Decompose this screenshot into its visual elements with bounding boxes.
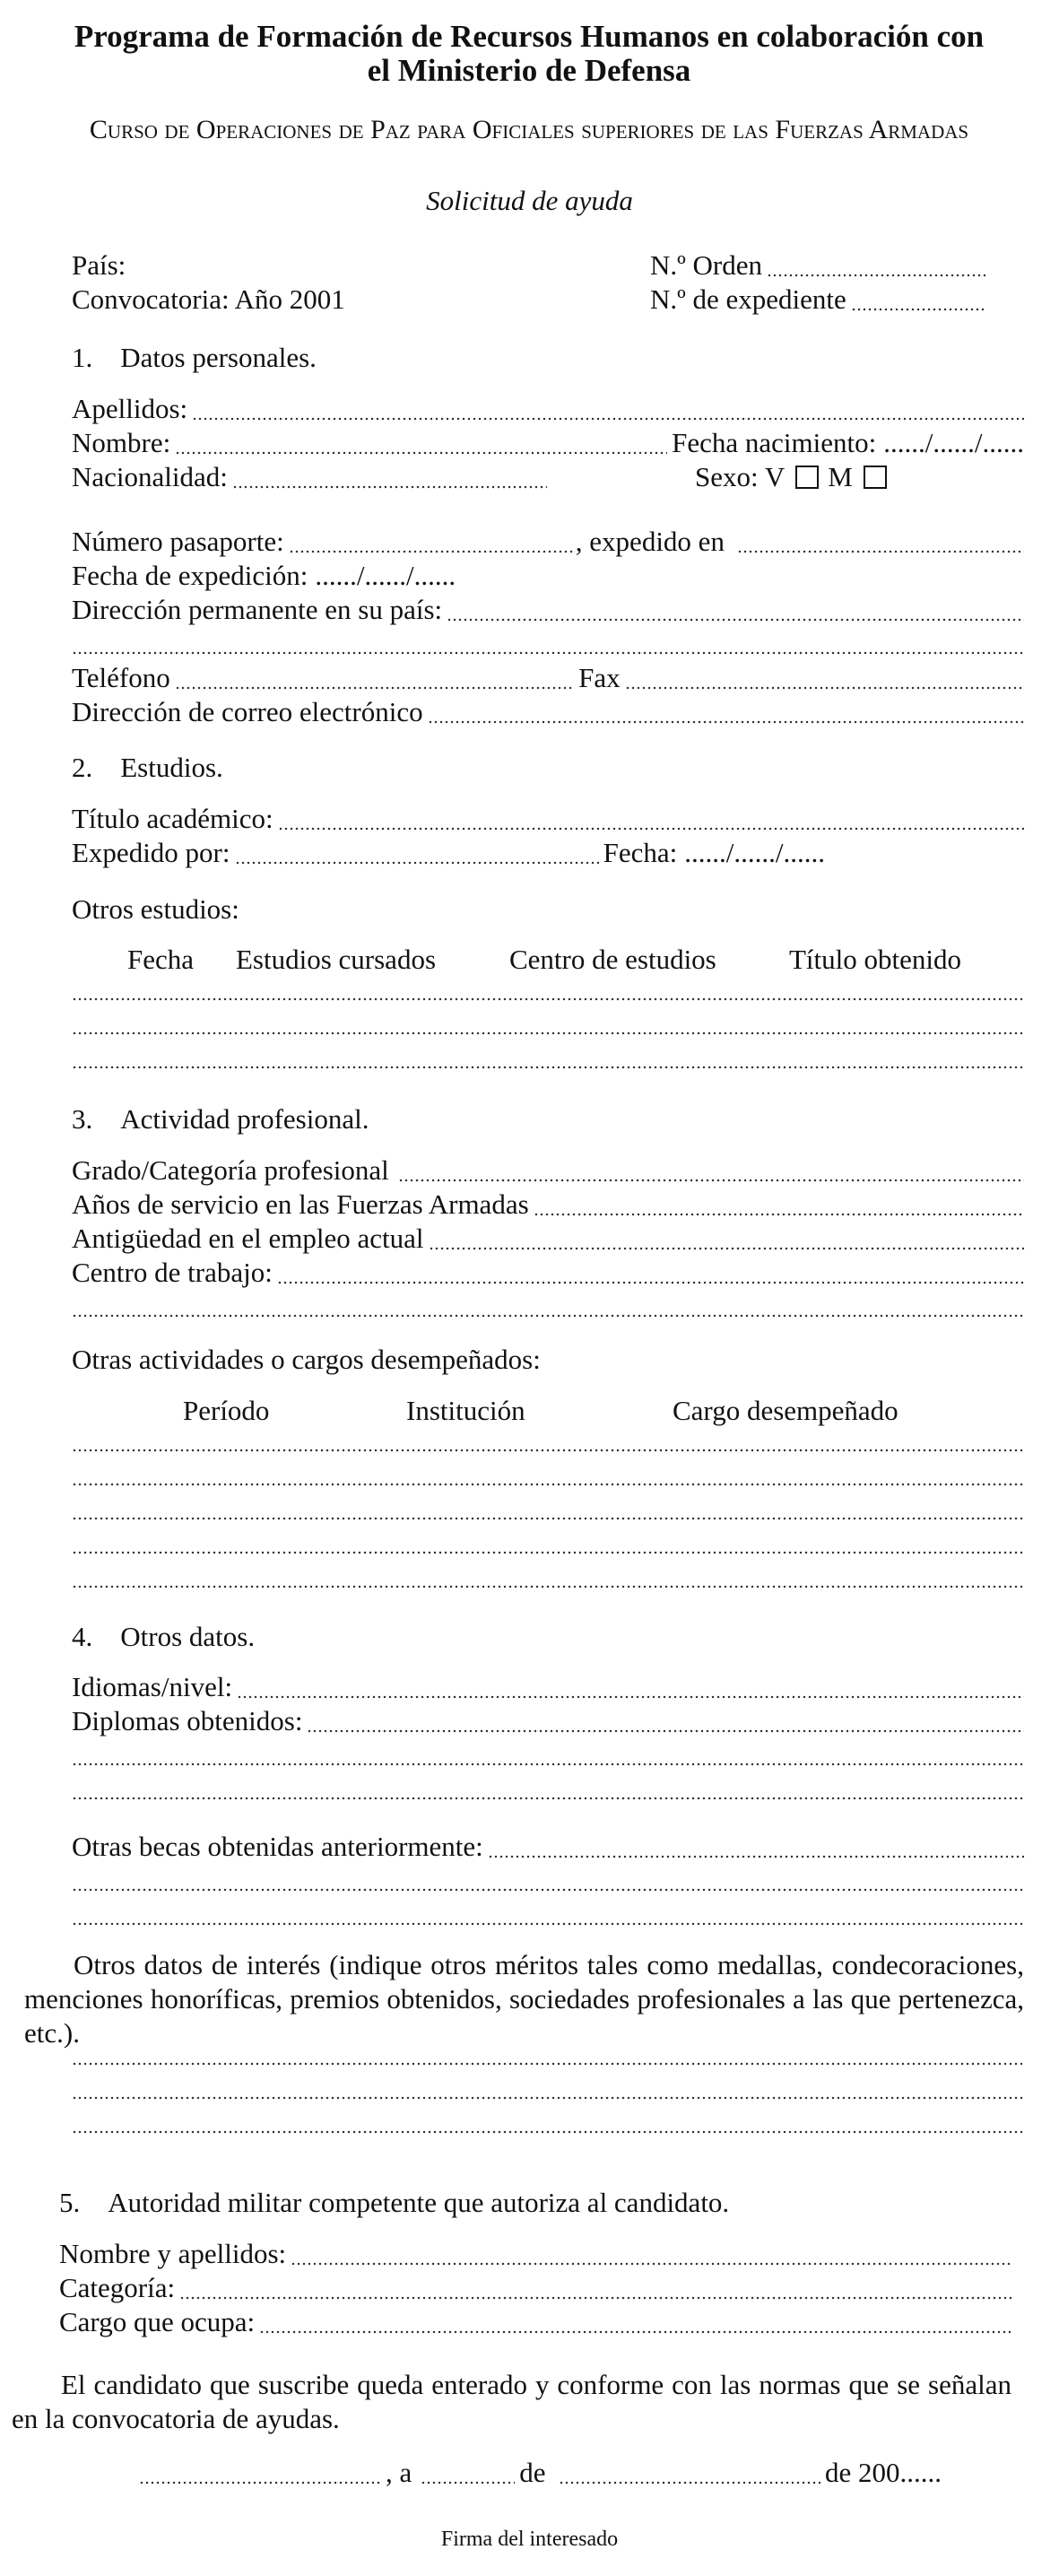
apellidos-field[interactable] xyxy=(72,392,1024,426)
idiomas-blank[interactable] xyxy=(237,1670,1024,1704)
direccion-blank-2[interactable] xyxy=(72,648,1024,656)
expediente-label: N.º de expediente xyxy=(650,283,846,315)
col-cargo: Cargo desempeñado xyxy=(673,1395,898,1426)
col-fecha: Fecha xyxy=(127,944,195,975)
becas-label: Otras becas obtenidas anteriormente: xyxy=(72,1831,483,1862)
diplomas-field[interactable] xyxy=(72,1704,1024,1738)
otras-actividades-blank-4[interactable] xyxy=(72,1548,1024,1555)
interes-blank-2[interactable] xyxy=(72,2093,1024,2101)
email-blank[interactable] xyxy=(428,695,1024,729)
apellidos-blank[interactable] xyxy=(192,392,1024,426)
estudios-fecha-blank[interactable]: ....../....../...... xyxy=(684,837,825,868)
diplomas-blank-2[interactable] xyxy=(72,1760,1024,1767)
idiomas-label: Idiomas/nivel: xyxy=(72,1671,233,1702)
interes-blank-1[interactable] xyxy=(72,2059,1024,2067)
centro-trabajo-blank-2[interactable] xyxy=(72,1311,1024,1318)
otras-actividades-blank-1[interactable] xyxy=(72,1446,1024,1453)
nacionalidad-field[interactable] xyxy=(72,460,547,494)
pasaporte-blank[interactable] xyxy=(289,525,576,559)
lugar-fecha-row xyxy=(139,2456,942,2490)
col-titulo: Título obtenido xyxy=(789,944,962,975)
becas-blank-3[interactable] xyxy=(72,1919,1024,1927)
becas-field[interactable] xyxy=(72,1830,1024,1864)
estudios-fecha-label: Fecha: xyxy=(603,837,678,868)
idiomas-field[interactable] xyxy=(72,1670,1024,1704)
pais-label: País: xyxy=(72,249,126,281)
fecha-de-label-2: de 200 xyxy=(824,2457,900,2488)
autoridad-nombre-blank[interactable] xyxy=(291,2237,1011,2271)
section-5-heading: 5. Autoridad militar competente que autoriza al candidato. xyxy=(59,2187,730,2218)
telefono-blank[interactable] xyxy=(175,661,574,695)
section-4-heading: 4. Otros datos. xyxy=(72,1621,256,1652)
sexo-row xyxy=(695,460,896,494)
expedido-en-blank[interactable] xyxy=(737,525,1024,559)
otras-actividades-blank-5[interactable] xyxy=(72,1582,1024,1589)
program-title xyxy=(18,20,1040,88)
fax-label: Fax xyxy=(578,662,621,693)
autoridad-cargo-blank[interactable] xyxy=(259,2305,1011,2339)
mes-blank[interactable] xyxy=(559,2456,820,2490)
expedido-por-blank[interactable] xyxy=(235,836,599,870)
otras-actividades-label: Otras actividades o cargos desempeñados: xyxy=(72,1344,541,1375)
autoridad-nombre-label: Nombre y apellidos: xyxy=(59,2238,287,2269)
autoridad-categoria-blank[interactable] xyxy=(179,2271,1011,2305)
interes-blank-3[interactable] xyxy=(72,2128,1024,2135)
anos-servicio-label: Años de servicio en las Fuerzas Armadas xyxy=(72,1188,529,1220)
ano-blank[interactable]: ...... xyxy=(899,2457,942,2488)
nombre-label: Nombre: xyxy=(72,427,171,458)
expedido-por-row xyxy=(72,836,825,870)
centro-trabajo-blank[interactable] xyxy=(277,1256,1024,1290)
sexo-label: Sexo: xyxy=(695,461,759,492)
nombre-blank[interactable] xyxy=(175,426,667,460)
grado-field[interactable] xyxy=(72,1153,1024,1188)
grado-label: Grado/Categoría profesional xyxy=(72,1154,389,1186)
fecha-nacimiento-label: Fecha nacimiento: xyxy=(672,427,877,458)
centro-trabajo-field[interactable] xyxy=(72,1256,1024,1290)
expedido-por-label: Expedido por: xyxy=(72,837,230,868)
direccion-blank[interactable] xyxy=(447,593,1024,627)
otros-estudios-blank-2[interactable] xyxy=(72,1029,1024,1036)
form-title: Solicitud de ayuda xyxy=(426,185,633,216)
course-subtitle: Curso de Operaciones de Paz para Oficiales superiores de las Fuerzas Armadas xyxy=(89,115,969,144)
centro-trabajo-label: Centro de trabajo: xyxy=(72,1257,273,1288)
nombre-row xyxy=(72,426,1024,460)
otros-estudios-blank-1[interactable] xyxy=(72,995,1024,1002)
autoridad-cargo-label: Cargo que ocupa: xyxy=(59,2306,256,2337)
antiguedad-blank[interactable] xyxy=(429,1222,1024,1256)
expedido-en-label: , expedido en xyxy=(575,526,725,557)
sexo-v-checkbox[interactable] xyxy=(795,466,819,489)
col-periodo: Período xyxy=(183,1395,270,1426)
sexo-m-label: M xyxy=(828,461,853,492)
lugar-a-label: , a xyxy=(386,2457,412,2488)
direccion-field[interactable] xyxy=(72,593,1024,627)
fecha-expedicion-label: Fecha de expedición: xyxy=(72,560,308,591)
conformidad-text: El candidato que suscribe queda enterado y conforme con las normas que se señalan en la convocatoria de ayudas. xyxy=(12,2369,1011,2434)
diplomas-label: Diplomas obtenidos: xyxy=(72,1705,303,1736)
titulo-label: Título académico: xyxy=(72,803,273,834)
otros-estudios-blank-3[interactable] xyxy=(72,1063,1024,1070)
antiguedad-label: Antigüedad en el empleo actual xyxy=(72,1223,424,1254)
expediente-blank[interactable] xyxy=(851,283,986,317)
program-title-line1: Programa de Formación de Recursos Humanos en colaboración con xyxy=(74,19,985,54)
section-2-heading: 2. Estudios. xyxy=(72,752,223,783)
becas-blank[interactable] xyxy=(488,1830,1024,1864)
dia-blank[interactable] xyxy=(421,2456,515,2490)
otras-actividades-blank-2[interactable] xyxy=(72,1480,1024,1487)
fecha-expedicion-row xyxy=(72,559,456,593)
apellidos-label: Apellidos: xyxy=(72,393,188,424)
otros-estudios-label: Otros estudios: xyxy=(72,893,239,925)
email-field[interactable] xyxy=(72,695,1024,729)
nacionalidad-blank[interactable] xyxy=(232,460,547,494)
autoridad-categoria-label: Categoría: xyxy=(59,2272,176,2303)
telefono-label: Teléfono xyxy=(72,662,170,693)
pasaporte-row xyxy=(72,525,1024,559)
section-1-heading: 1. Datos personales. xyxy=(72,342,317,373)
convocatoria-label: Convocatoria: Año 2001 xyxy=(72,283,345,315)
col-institucion: Institución xyxy=(406,1395,525,1426)
grado-blank[interactable] xyxy=(398,1153,1024,1188)
section-3-heading: 3. Actividad profesional. xyxy=(72,1103,369,1135)
anos-servicio-field[interactable] xyxy=(72,1188,1024,1222)
otras-actividades-blank-3[interactable] xyxy=(72,1514,1024,1521)
fecha-expedicion-blank[interactable]: ....../....../...... xyxy=(315,560,456,591)
titulo-field[interactable] xyxy=(72,802,1024,836)
email-label: Dirección de correo electrónico xyxy=(72,696,423,727)
lugar-blank[interactable] xyxy=(139,2456,381,2490)
otros-datos-interes-text: Otros datos de interés (indique otros méritos tales como medallas, condecoraciones, menciones honoríficas, premios obtenidos, sociedades profesionales a las que pertenezca, etc.). xyxy=(24,1949,1024,2049)
program-title-line2: el Ministerio de Defensa xyxy=(367,53,691,88)
antiguedad-field[interactable] xyxy=(72,1222,1024,1256)
becas-blank-2[interactable] xyxy=(72,1885,1024,1893)
anos-servicio-blank[interactable] xyxy=(534,1188,1024,1222)
autoridad-nombre-field[interactable] xyxy=(59,2237,1011,2271)
orden-field[interactable] xyxy=(650,248,986,283)
fax-blank[interactable] xyxy=(625,661,1024,695)
expediente-field[interactable] xyxy=(650,283,986,317)
fecha-nacimiento-blank[interactable]: ....../....../...... xyxy=(883,427,1024,458)
orden-label: N.º Orden xyxy=(650,249,762,281)
autoridad-categoria-field[interactable] xyxy=(59,2271,1011,2305)
autoridad-cargo-field[interactable] xyxy=(59,2305,1011,2339)
col-estudios: Estudios cursados xyxy=(236,944,437,975)
diplomas-blank[interactable] xyxy=(307,1704,1024,1738)
firma-label: Firma del interesado xyxy=(440,2528,619,2551)
pasaporte-label: Número pasaporte: xyxy=(72,526,284,557)
direccion-label: Dirección permanente en su país: xyxy=(72,594,443,625)
orden-blank[interactable] xyxy=(767,248,986,283)
fecha-de-label-1: de xyxy=(519,2457,546,2488)
sexo-v-label: V xyxy=(764,461,786,492)
telefono-row xyxy=(72,661,1024,695)
sexo-m-checkbox[interactable] xyxy=(864,466,887,489)
diplomas-blank-3[interactable] xyxy=(72,1794,1024,1801)
titulo-blank[interactable] xyxy=(278,802,1024,836)
nacionalidad-label: Nacionalidad: xyxy=(72,461,228,492)
col-centro: Centro de estudios xyxy=(509,944,716,975)
